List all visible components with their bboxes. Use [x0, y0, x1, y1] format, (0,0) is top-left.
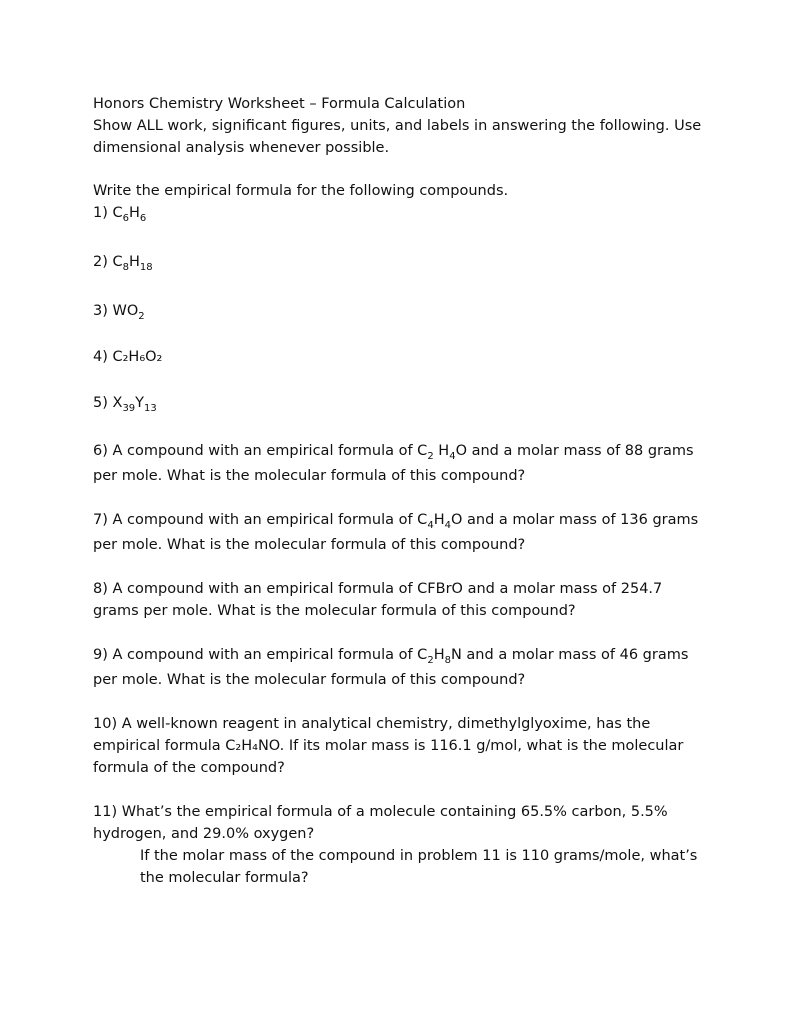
- q6-sub-1: 2: [427, 451, 434, 462]
- q11-followup-line-2: the molecular formula?: [140, 870, 309, 886]
- empirical-heading-block: [93, 180, 693, 224]
- question-6: [93, 440, 693, 487]
- q10-line-2: empirical formula C₂H₄NO. If its molar mass is 116.1 g/mol, what is the molecular: [93, 738, 684, 754]
- question-5: [93, 392, 693, 414]
- q3-text: 3) WO: [93, 303, 139, 319]
- worksheet-header: [93, 93, 702, 159]
- q3-sub-1: 2: [138, 311, 145, 322]
- question-10: [93, 713, 693, 779]
- q1-sub-1: 6: [122, 213, 129, 224]
- q11-line-2: hydrogen, and 29.0% oxygen?: [93, 826, 315, 842]
- q7-sub-2: 4: [444, 520, 451, 531]
- q6-sub-2: 4: [449, 451, 456, 462]
- q5-sub-2: 13: [144, 403, 157, 414]
- q7-text-c: O and a molar mass of 136 grams: [450, 512, 699, 528]
- q9-text-b: H: [433, 647, 445, 663]
- q2-text: 2) C: [93, 254, 123, 270]
- worksheet-title: Honors Chemistry Worksheet – Formula Calculation: [93, 96, 466, 112]
- q1-text: 1) C: [93, 205, 123, 221]
- q7-line-2: per mole. What is the molecular formula of this compound?: [93, 537, 526, 553]
- question-4: [93, 346, 693, 368]
- q1-sub-2: 6: [139, 213, 147, 224]
- q11-followup-line-1: If the molar mass of the compound in problem 11 is 110 grams/mole, what’s: [140, 848, 698, 864]
- instructions-line-2: dimensional analysis whenever possible.: [93, 140, 390, 156]
- q9-sub-1: 2: [427, 655, 434, 666]
- q10-line-1: 10) A well-known reagent in analytical chemistry, dimethylglyoxime, has the: [93, 716, 651, 732]
- q6-text-c: O and a molar mass of 88 grams: [455, 443, 694, 459]
- question-1: [93, 202, 693, 224]
- question-11-followup: [140, 845, 710, 889]
- q7-text-b: H: [433, 512, 445, 528]
- question-7: [93, 509, 699, 556]
- q8-line-1: 8) A compound with an empirical formula of CFBrO and a molar mass of 254.7: [93, 581, 663, 597]
- q6-text-b: H: [433, 443, 450, 459]
- q5-text: 5) X: [93, 395, 123, 411]
- q6-text-a: 6) A compound with an empirical formula of C: [93, 443, 428, 459]
- q2-sub-2: 18: [139, 262, 153, 273]
- q9-line-2: per mole. What is the molecular formula of this compound?: [93, 672, 526, 688]
- q7-sub-1: 4: [427, 520, 434, 531]
- empirical-heading: Write the empirical formula for the following compounds.: [93, 183, 509, 199]
- q8-line-2: grams per mole. What is the molecular formula of this compound?: [93, 603, 576, 619]
- q11-line-1: 11) What’s the empirical formula of a molecule containing 65.5% carbon, 5.5%: [93, 804, 668, 820]
- q9-text-c: N and a molar mass of 46 grams: [450, 647, 689, 663]
- q2-text-2: H: [129, 254, 140, 270]
- q10-line-3: formula of the compound?: [93, 760, 285, 776]
- question-11: [93, 801, 693, 845]
- question-8: [93, 578, 693, 622]
- question-2: [93, 251, 693, 273]
- q6-line-2: per mole. What is the molecular formula of this compound?: [93, 468, 526, 484]
- instructions-line-1: Show ALL work, significant figures, units, and labels in answering the following. Use: [93, 118, 702, 134]
- q9-sub-2: 8: [444, 655, 451, 666]
- q9-text-a: 9) A compound with an empirical formula of C: [93, 647, 428, 663]
- q5-sub-1: 39: [122, 403, 136, 414]
- q7-text-a: 7) A compound with an empirical formula of C: [93, 512, 428, 528]
- q5-text-2: Y: [135, 395, 145, 411]
- question-9: [93, 644, 693, 691]
- question-3: [93, 300, 693, 322]
- q4-text: 4) C₂H₆O₂: [93, 349, 163, 365]
- q2-sub-1: 8: [122, 262, 129, 273]
- q1-text-2: H: [129, 205, 140, 221]
